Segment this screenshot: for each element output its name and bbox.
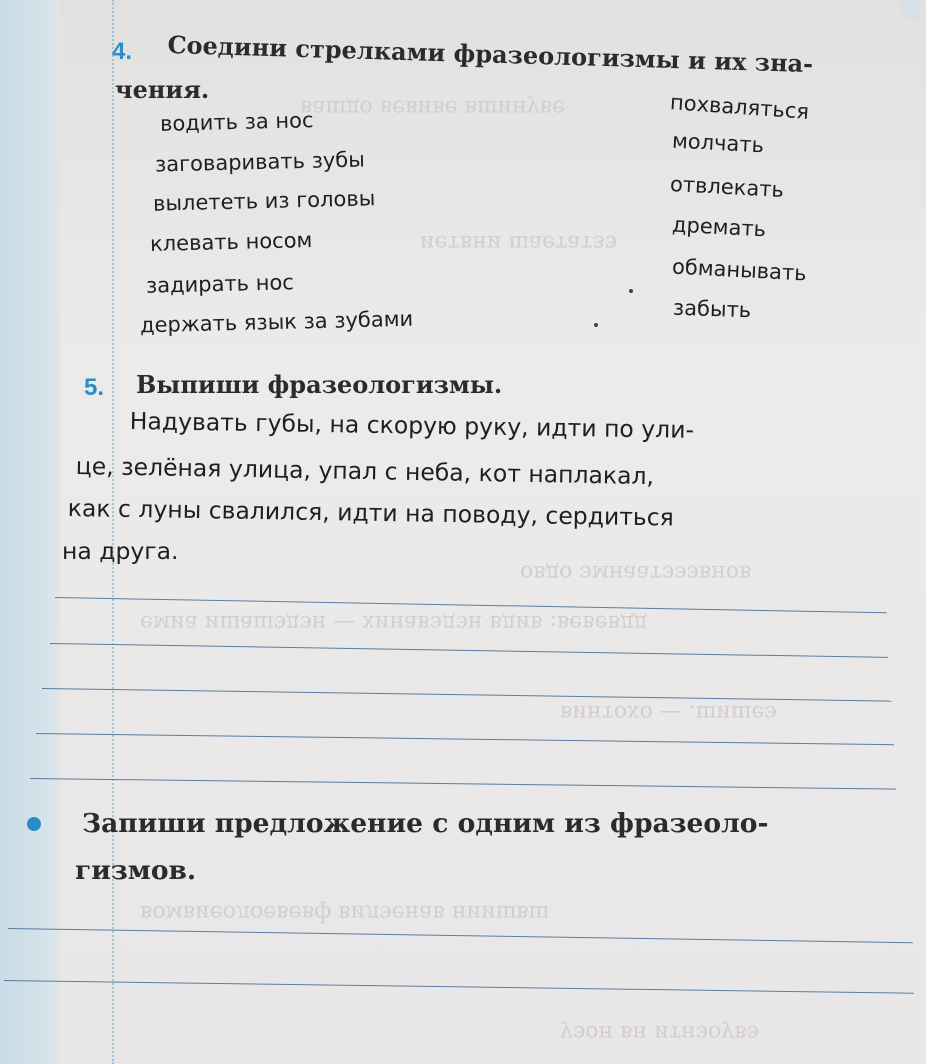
- show-through-text: овдо эмнаатэээвнов: [520, 560, 752, 585]
- phrase-item-5[interactable]: задирать нос: [145, 270, 295, 298]
- task-4-title-line1: Соедини стрелками фразеологизмы и их зна-: [167, 30, 814, 79]
- page-margin-strip: [0, 0, 60, 1064]
- show-through-text: емиа ишашэдэн — хинавэдэн вдив :вевевдд: [140, 610, 648, 635]
- task-5-text-line-4: на друга.: [62, 537, 179, 565]
- show-through-text: иетвни шаетатзэ: [420, 230, 617, 255]
- phrase-item-3[interactable]: вылететь из головы: [152, 186, 376, 216]
- answer-line-7[interactable]: [4, 980, 914, 994]
- show-through-text: уэон вн итнэоувэ: [560, 1020, 759, 1045]
- phrase-item-6[interactable]: держать язык за зубами: [139, 306, 414, 338]
- answer-line-2[interactable]: [50, 643, 888, 658]
- meaning-item-6[interactable]: забыть: [672, 295, 752, 323]
- task-5-text-line-2: це, зелёная улица, упал с неба, кот наплакал,: [75, 452, 655, 491]
- task-4-title-line2: чения.: [115, 75, 210, 104]
- phrase-item-1[interactable]: водить за нос: [159, 108, 314, 136]
- task-5-text-line-3: как с луны свалился, идти на поводу, сердиться: [67, 494, 675, 532]
- answer-line-6[interactable]: [8, 928, 913, 943]
- answer-line-5[interactable]: [30, 778, 896, 790]
- bonus-task-title-line2: гизмов.: [75, 855, 197, 886]
- page-margin-dotted-line: [112, 0, 114, 1064]
- task-4-number: 4.: [112, 38, 133, 65]
- meaning-item-2[interactable]: молчать: [671, 128, 765, 158]
- page-corner-mark: [900, 0, 920, 20]
- task-5-title: Выпиши фразеологизмы.: [136, 370, 503, 399]
- task-5-text-line-1: Надувать губы, на скорую руку, идти по ули-: [129, 407, 695, 444]
- answer-line-4[interactable]: [36, 733, 894, 745]
- show-through-text: вомвиеолоевевф вилэенав ниишвш: [140, 900, 550, 925]
- phrase-item-2[interactable]: заговаривать зубы: [154, 147, 366, 177]
- task-5-number: 5.: [84, 374, 105, 401]
- meaning-item-3[interactable]: отвлекать: [669, 172, 785, 202]
- answer-line-3[interactable]: [42, 688, 892, 702]
- meaning-item-1[interactable]: похваляться: [669, 90, 810, 124]
- connector-dot: [629, 289, 633, 293]
- show-through-text: вашдо вевиве вшинуве: [300, 95, 566, 120]
- meaning-item-5[interactable]: обманывать: [671, 254, 808, 286]
- bonus-task-title-line1: Запиши предложение с одним из фразеоло-: [82, 808, 769, 839]
- meaning-item-4[interactable]: дремать: [671, 212, 767, 242]
- show-through-text: винтохо — .шишеэ: [560, 700, 777, 725]
- bullet-icon: [27, 817, 41, 831]
- phrase-item-4[interactable]: клевать носом: [149, 228, 313, 256]
- connector-dot: [594, 323, 598, 327]
